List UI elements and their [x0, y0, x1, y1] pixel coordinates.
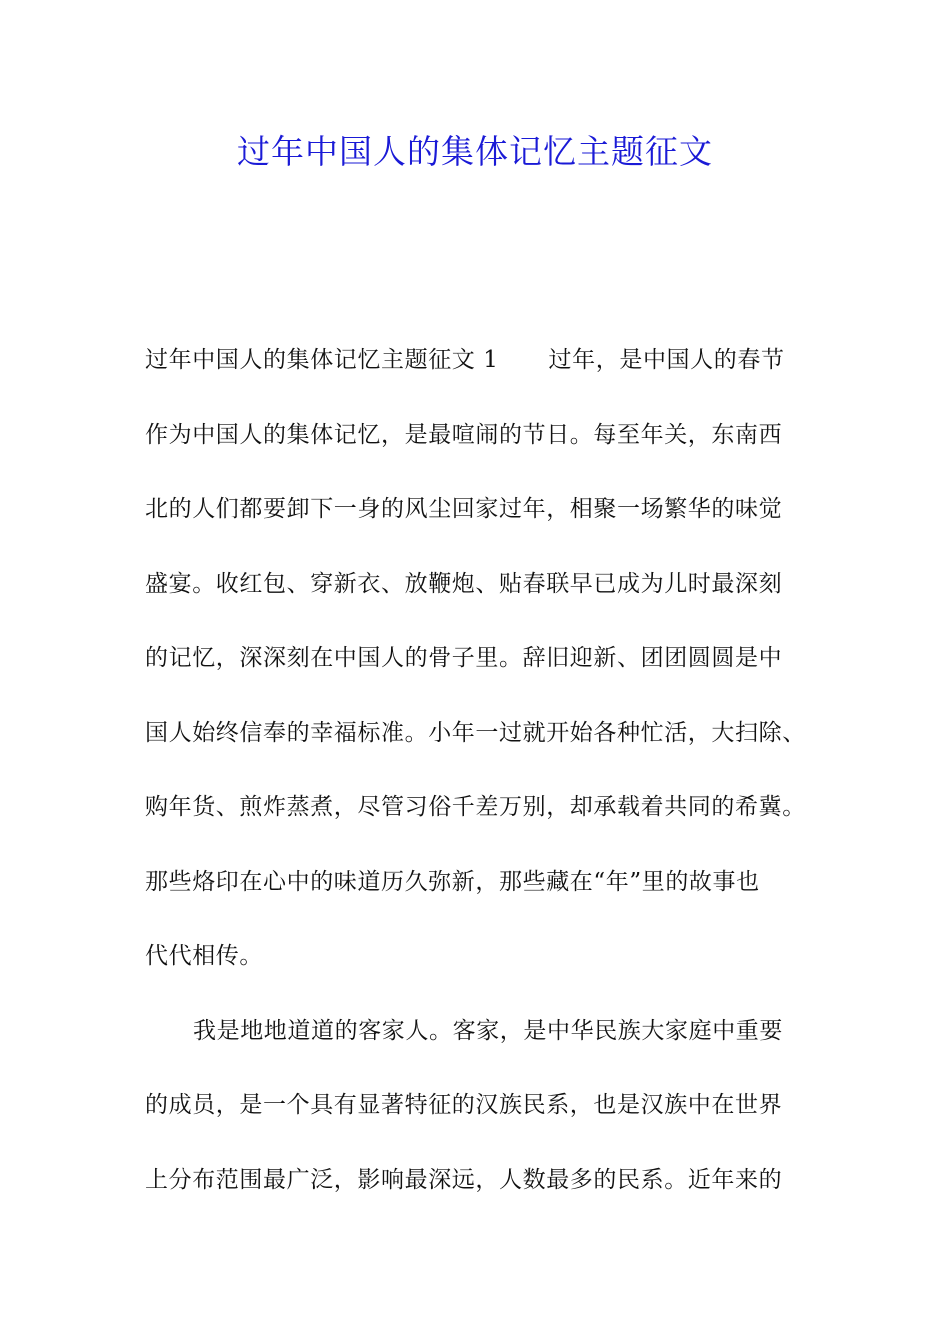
paragraph-start: 过年，是中国人的春节 [548, 347, 785, 373]
text-line-1 [145, 340, 845, 415]
text-line-6: 国人始终信奉的幸福标准。小年一过就开始各种忙活，大扫除、 [145, 719, 806, 746]
text-line-7: 购年货、煎炸蒸煮，尽管习俗千差万别，却承载着共同的希冀。 [145, 794, 806, 820]
text-line-3: 北的人们都要卸下一身的风尘回家过年，相聚一场繁华的味觉 [145, 496, 783, 522]
text-line-12: 上分布范围最广泛，影响最深远，人数最多的民系。近年来的 [145, 1166, 783, 1193]
text-line-5: 的记忆，深深刻在中国人的骨子里。辞旧迎新、团团圆圆是中 [145, 645, 783, 671]
text-line-10: 我是地地道道的客家人。客家，是中华民族大家庭中重要 [193, 1017, 783, 1044]
text-line-11: 的成员，是一个具有显著特征的汉族民系，也是汉族中在世界 [145, 1092, 783, 1118]
essay-subtitle: 过年中国人的集体记忆主题征文 1 [145, 347, 499, 373]
text-line-9: 代代相传。 [145, 943, 263, 969]
text-line-8: 那些烙印在心中的味道历久弥新，那些藏在“年”里的故事也 [145, 868, 760, 895]
document-title: 过年中国人的集体记忆主题征文 [237, 132, 713, 171]
text-line-2: 作为中国人的集体记忆，是最喧闹的节日。每至年关，东南西 [145, 421, 783, 448]
document-body [145, 340, 845, 1234]
text-line-4: 盛宴。收红包、穿新衣、放鞭炮、贴春联早已成为儿时最深刻 [145, 570, 783, 597]
